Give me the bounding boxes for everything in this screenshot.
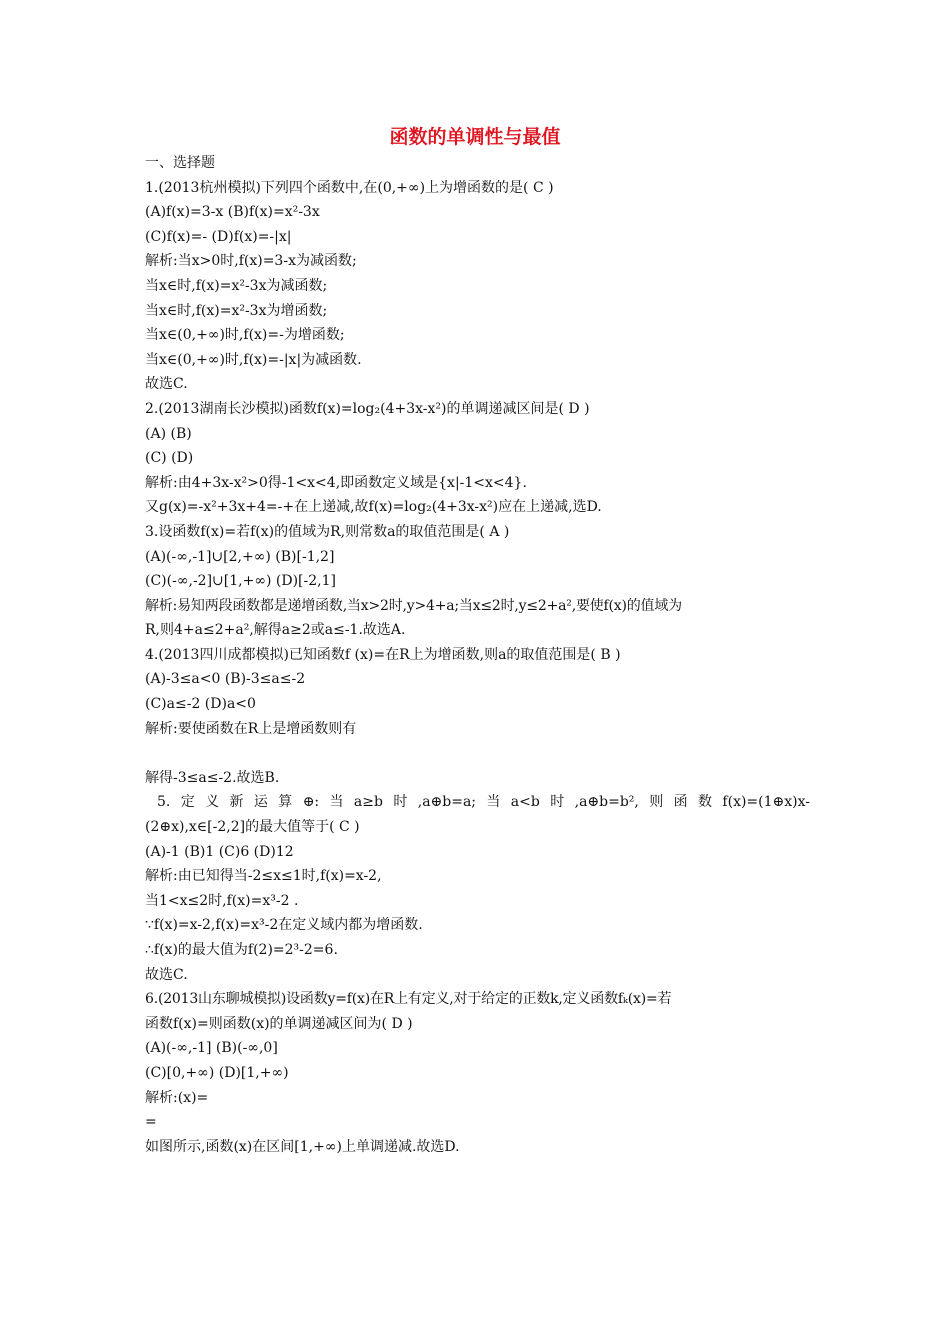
question-6-analysis: 解析:(x)= <box>145 1089 209 1106</box>
question-2-analysis: 又g(x)=-x²+3x+4=-+在上递减,故f(x)=log₂(4+3x-x²)应在上递减,选D. <box>145 499 602 516</box>
question-5: (2⊕x),x∈[-2,2]的最大值等于( C ) <box>145 819 360 836</box>
question-1-answer: 故选C. <box>145 376 188 393</box>
page-title: 函数的单调性与最值 <box>389 126 561 148</box>
question-3-options-ab: (A)(-∞,-1]∪[2,+∞) (B)[-1,2] <box>145 548 335 565</box>
question-6-analysis: = <box>145 1114 157 1131</box>
question-6: 6.(2013山东聊城模拟)设函数y=f(x)在R上有定义,对于给定的正数k,定义函数fₖ(x)=若 <box>145 991 672 1008</box>
question-1-analysis: 当x∈时,f(x)=x²-3x为增函数; <box>145 302 328 319</box>
question-4-analysis: 解析:要使函数在R上是增函数则有 <box>145 720 357 737</box>
question-5: 5.定义新运算⊕:当a≥b时,a⊕b=a;当a<b时,a⊕b=b²,则函数f(x)=(1⊕x)x- <box>157 794 810 811</box>
question-1-options-ab: (A)f(x)=3-x (B)f(x)=x²-3x <box>145 204 320 221</box>
question-3-options-cd: (C)(-∞,-2]∪[1,+∞) (D)[-2,1] <box>145 573 336 590</box>
question-6: 函数f(x)=则函数(x)的单调递减区间为( D ) <box>145 1015 413 1032</box>
question-1-analysis: 解析:当x>0时,f(x)=3-x为减函数; <box>145 253 357 270</box>
question-1-analysis: 当x∈(0,+∞)时,f(x)=-|x|为减函数. <box>145 351 362 368</box>
blank-line <box>145 741 810 766</box>
question-3: 3.设函数f(x)=若f(x)的值域为R,则常数a的取值范围是( A ) <box>145 523 510 540</box>
question-2-options-ab: (A) (B) <box>145 425 192 442</box>
question-4-options-cd: (C)a≤-2 (D)a<0 <box>145 696 256 713</box>
question-3-analysis: 解析:易知两段函数都是递增函数,当x>2时,y>4+a;当x≤2时,y≤2+a²,要使f(x)的值域为 <box>145 597 682 614</box>
question-4-analysis: 解得-3≤a≤-2.故选B. <box>145 769 280 786</box>
question-4: 4.(2013四川成都模拟)已知函数f (x)=在R上为增函数,则a的取值范围是( B ) <box>145 646 621 663</box>
question-1-analysis: 当x∈(0,+∞)时,f(x)=-为增函数; <box>145 327 345 344</box>
question-5-answer: 故选C. <box>145 966 188 983</box>
question-6-options-ab: (A)(-∞,-1] (B)(-∞,0] <box>145 1040 278 1057</box>
question-2: 2.(2013湖南长沙模拟)函数f(x)=log₂(4+3x-x²)的单调递减区间是( D ) <box>145 400 590 417</box>
question-5-analysis: 当1<x≤2时,f(x)=x³-2 . <box>145 892 299 909</box>
question-3-analysis: R,则4+a≤2+a²,解得a≥2或a≤-1.故选A. <box>145 622 406 639</box>
question-2-analysis: 解析:由4+3x-x²>0得-1<x<4,即函数定义域是{x|-1<x<4}. <box>145 474 527 491</box>
section-heading: 一、选择题 <box>145 155 215 171</box>
question-5-options: (A)-1 (B)1 (C)6 (D)12 <box>145 843 294 860</box>
question-2-options-cd: (C) (D) <box>145 450 194 467</box>
question-5-analysis: ∴f(x)的最大值为f(2)=2³-2=6. <box>145 942 338 958</box>
question-5-analysis: ∵f(x)=x-2,f(x)=x³-2在定义域内都为增函数. <box>145 917 423 934</box>
question-6-options-cd: (C)[0,+∞) (D)[1,+∞) <box>145 1064 289 1081</box>
question-1-analysis: 当x∈时,f(x)=x²-3x为减函数; <box>145 277 328 294</box>
question-1-options-cd: (C)f(x)=- (D)f(x)=-|x| <box>145 228 292 245</box>
question-6-analysis: 如图所示,函数(x)在区间[1,+∞)上单调递减.故选D. <box>145 1138 460 1155</box>
question-4-options-ab: (A)-3≤a<0 (B)-3≤a≤-2 <box>145 671 306 688</box>
question-1: 1.(2013杭州模拟)下列四个函数中,在(0,+∞)上为增函数的是( C ) <box>145 179 554 196</box>
question-5-analysis: 解析:由已知得当-2≤x≤1时,f(x)=x-2, <box>145 868 382 885</box>
document-body <box>145 151 810 1159</box>
